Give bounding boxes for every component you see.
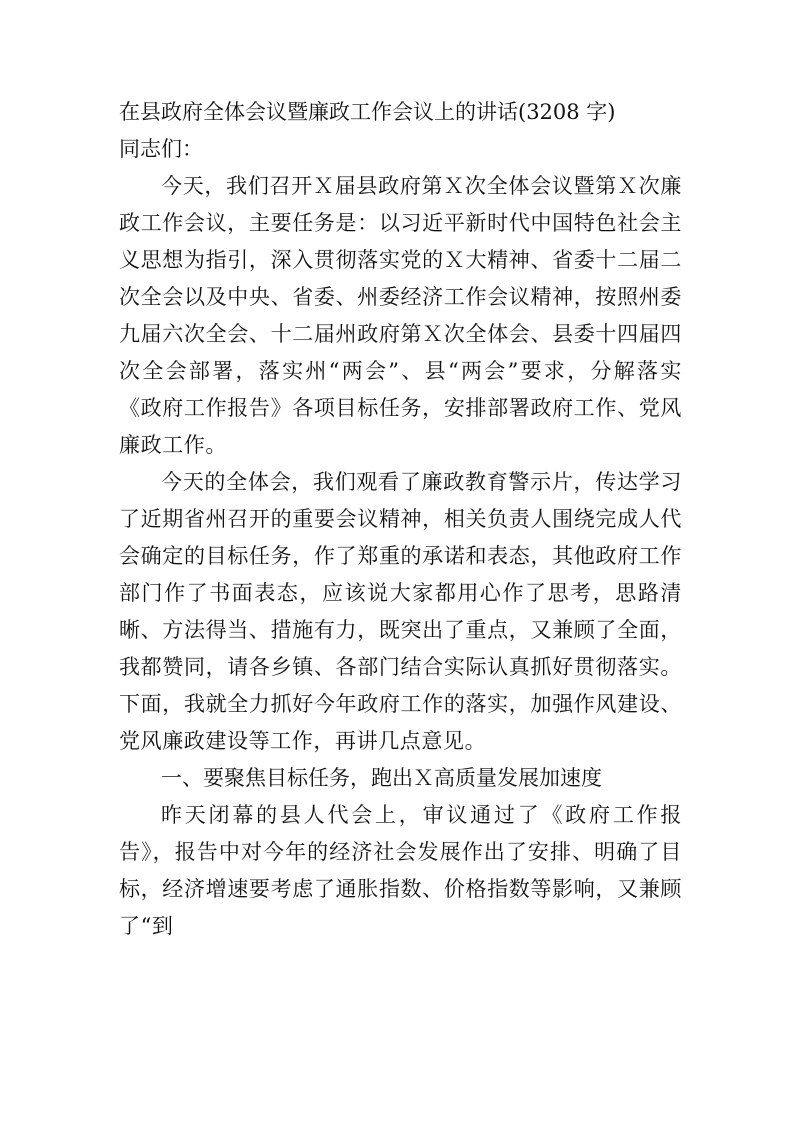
section-heading: 一、要聚焦目标任务，跑出Ｘ高质量发展加速度 <box>161 766 602 790</box>
paragraph-1: 今天，我们召开Ｘ届县政府第Ｘ次全体会议暨第Ｘ次廉政工作会议，主要任务是：以习近平新时代中国特色社会主义思想为指引，深入贯彻落实党的Ｘ大精神、省委十二届二次全会以及中央、省委、州委经济工作会议精神，按照州委九届六次全会、十二届州政府第Ｘ次全体会、县委十四届四次全会部署，落实州“两会”、县“两会”要求，分解落实《政府工作报告》各项目标任务，安排部署政府工作、党风廉政工作。 <box>119 174 682 457</box>
paragraph-2: 今天的全体会，我们观看了廉政教育警示片，传达学习了近期省州召开的重要会议精神，相关负责人围绕完成人代会确定的目标任务，作了郑重的承诺和表态，其他政府工作部门作了书面表态，应该说大家都用心作了思考，思路清晰、方法得当、措施有力，既突出了重点，又兼顾了全面，我都赞同，请各乡镇、各部门结合实际认真抓好贯彻落实。下面，我就全力抓好今年政府工作的落实，加强作风建设、党风廉政建设等工作，再讲几点意见。 <box>119 470 682 753</box>
document-title: 在县政府全体会议暨廉政工作会议上的讲话(3208 字) <box>119 100 616 124</box>
paragraph-3: 昨天闭幕的县人代会上，审议通过了《政府工作报告》，报告中对今年的经济社会发展作出了安排、明确了目标，经济增速要考虑了通胀指数、价格指数等影响，又兼顾了“到 <box>119 803 682 938</box>
salutation: 同志们： <box>119 137 203 161</box>
document-body <box>119 94 682 945</box>
